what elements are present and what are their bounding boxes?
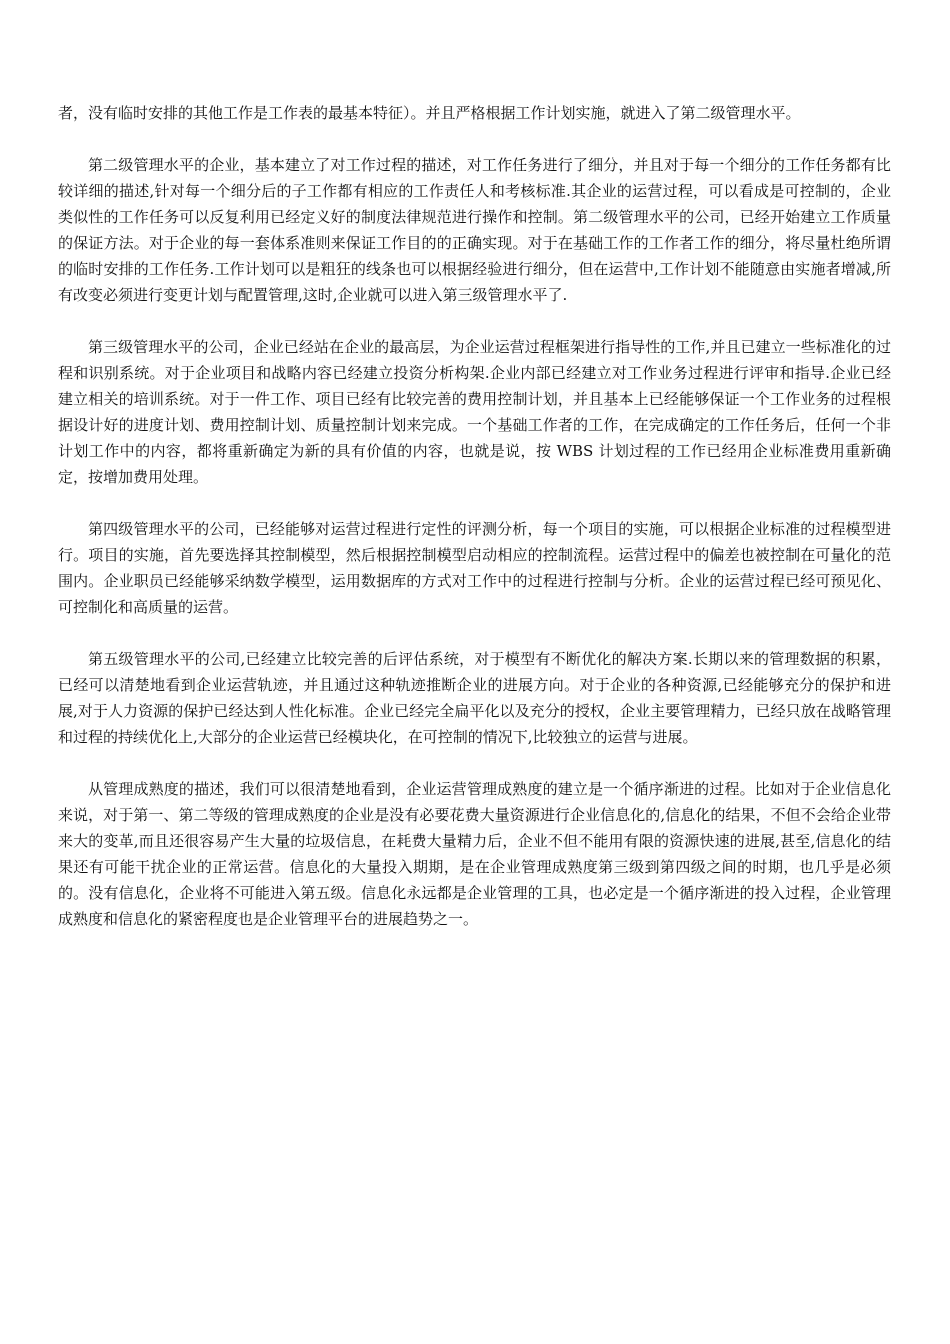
paragraph-level-three: 第三级管理水平的公司，企业已经站在企业的最高层，为企业运营过程框架进行指导性的工作,并且已建立一些标准化的过程和识别系统。对于企业项目和战略内容已经建立投资分析构架.企业内部已经建立对工作业务过程进行评审和指导.企业已经建立相关的培训系统。对于一件工作、项目已经有比较完善的费用控制计划，并且基本上已经能够保证一个工作业务的过程根据设计好的进度计划、费用控制计划、质量控制计划来完成。一个基础工作者的工作，在完成确定的工作任务后，任何一个非计划工作中的内容，都将重新确定为新的具有价值的内容，也就是说，按 WBS 计划过程的工作已经用企业标准费用重新确定，按增加费用处理。 [58, 338, 891, 486]
paragraph-conclusion: 从管理成熟度的描述，我们可以很清楚地看到，企业运营管理成熟度的建立是一个循序渐进的过程。比如对于企业信息化来说，对于第一、第二等级的管理成熟度的企业是没有必要花费大量资源进行企业信息化的,信息化的结果，不但不会给企业带来大的变革,而且还很容易产生大量的垃圾信息，在耗费大量精力后，企业不但不能用有限的资源快速的进展,甚至,信息化的结果还有可能干扰企业的正常运营。信息化的大量投入期期，是在企业管理成熟度第三级到第四级之间的时期，也几乎是必须的。没有信息化，企业将不可能进入第五级。信息化永远都是企业管理的工具，也必定是一个循序渐进的投入过程，企业管理成熟度和信息化的紧密程度也是企业管理平台的进展趋势之一。 [58, 780, 891, 928]
paragraph-level-two: 第二级管理水平的企业，基本建立了对工作过程的描述，对工作任务进行了细分，并且对于每一个细分的工作任务都有比较详细的描述,针对每一个细分后的子工作都有相应的工作责任人和考核标准.其企业的运营过程，可以看成是可控制的，企业类似性的工作任务可以反复利用已经定义好的制度法律规范进行操作和控制。第二级管理水平的公司，已经开始建立工作质量的保证方法。对于企业的每一套体系准则来保证工作目的的正确实现。对于在基础工作的工作者工作的细分，将尽量杜绝所谓的临时安排的工作任务.工作计划可以是粗狂的线条也可以根据经验进行细分，但在运营中,工作计划不能随意由实施者增减,所有改变必须进行变更计划与配置管理,这时,企业就可以进入第三级管理水平了. [58, 156, 891, 304]
document-page [58, 100, 891, 958]
paragraph-level-four: 第四级管理水平的公司，已经能够对运营过程进行定性的评测分析，每一个项目的实施，可以根据企业标准的过程模型进行。项目的实施，首先要选择其控制模型，然后根据控制模型启动相应的控制流程。运营过程中的偏差也被控制在可量化的范围内。企业职员已经能够采纳数学模型，运用数据库的方式对工作中的过程进行控制与分析。企业的运营过程已经可预见化、可控制化和高质量的运营。 [58, 520, 891, 616]
paragraph-level-five: 第五级管理水平的公司,已经建立比较完善的后评估系统，对于模型有不断优化的解决方案.长期以来的管理数据的积累，已经可以清楚地看到企业运营轨迹，并且通过这种轨迹推断企业的进展方向。对于企业的各种资源,已经能够充分的保护和进展,对于人力资源的保护已经达到人性化标准。企业已经完全扁平化以及充分的授权，企业主要管理精力，已经只放在战略管理和过程的持续优化上,大部分的企业运营已经模块化，在可控制的情况下,比较独立的运营与进展。 [58, 650, 891, 746]
paragraph-continuation: 者，没有临时安排的其他工作是工作表的最基本特征）。并且严格根据工作计划实施，就进入了第二级管理水平。 [58, 104, 801, 122]
